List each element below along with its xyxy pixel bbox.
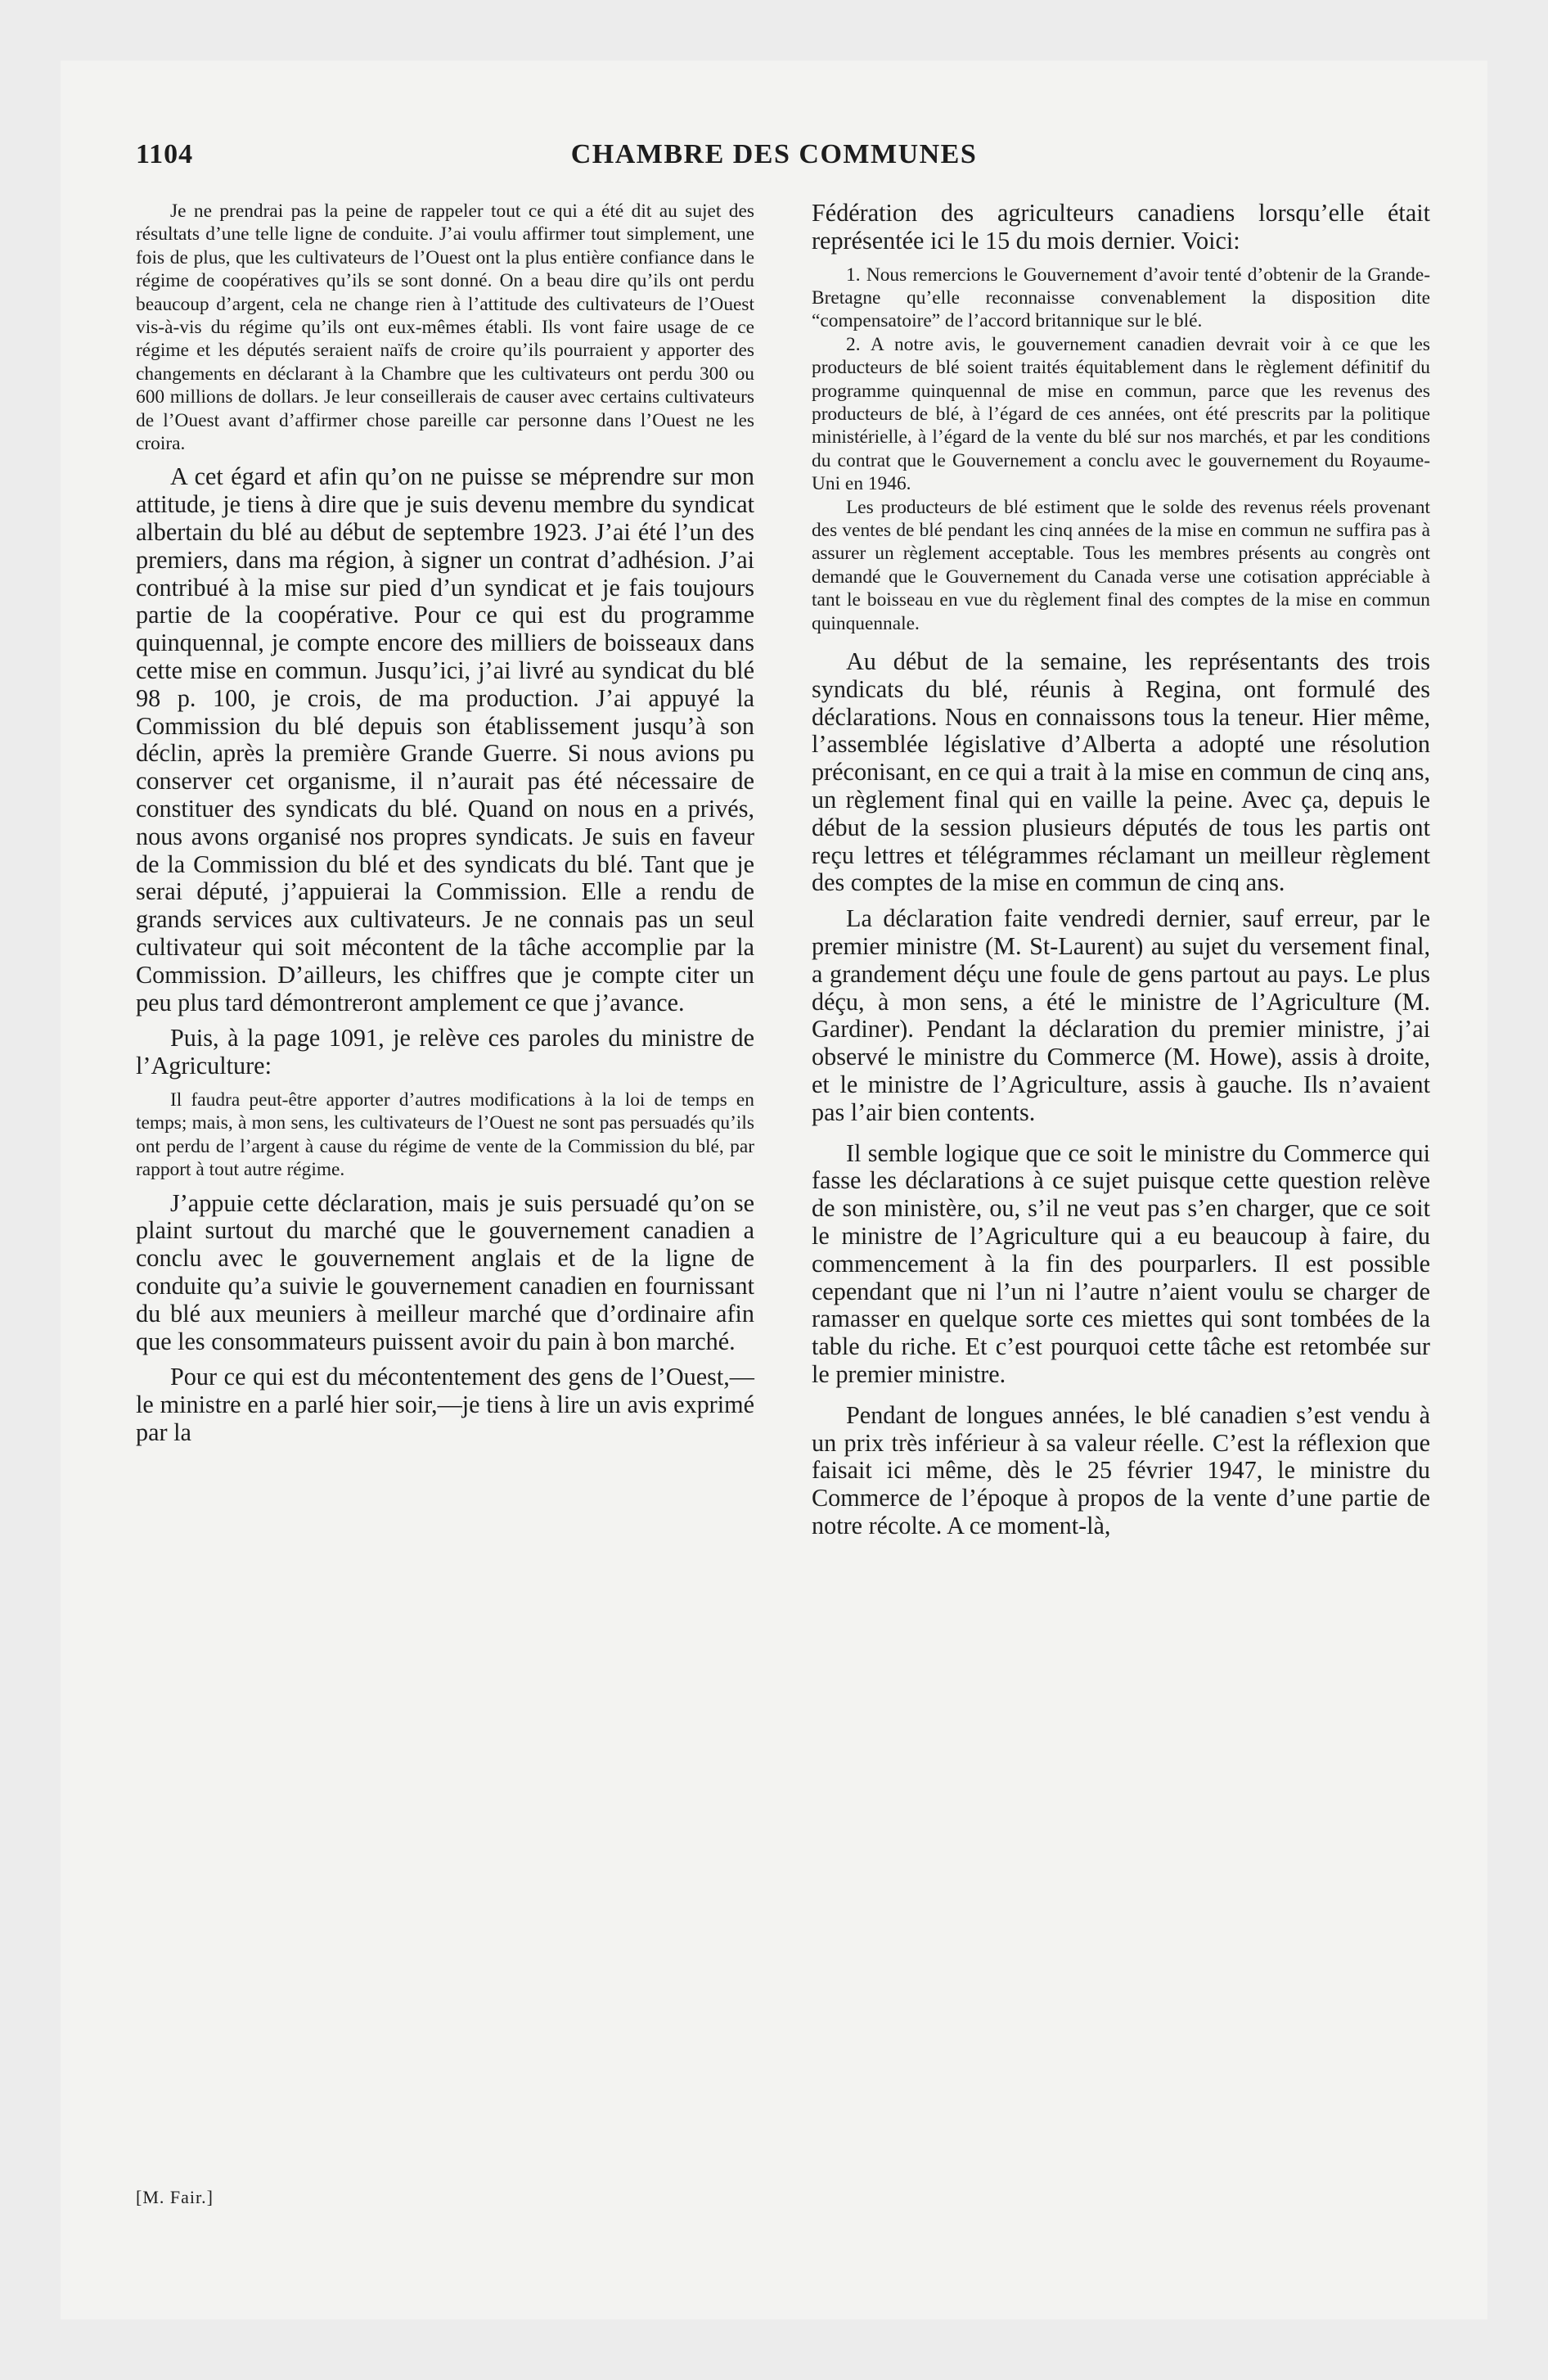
paragraph: Fédération des agriculteurs canadiens lorsqu’elle était représentée ici le 15 du mois dernier. Voici: — [812, 199, 1430, 255]
document-page — [61, 61, 1487, 2319]
block-quote: Il faudra peut-être apporter d’autres modifications à la loi de temps en temps; mais, à mon sens, les cultivateurs de l’Ouest ne sont pas persuadés qu’ils ont perdu de l’argent à cause du régime de vente de la Commission du blé, par rapport à tout autre régime. — [136, 1089, 754, 1181]
quoted-item: 2. A notre avis, le gouvernement canadien devrait voir à ce que les producteurs de blé soient traités équitablement dans le règlement définitif du programme quinquennal de mise en commun, parce que les revenus des producteurs de blé, à l’égard de ces années, ont été prescrits par la politique ministérielle, à l’égard de la vente du blé sur nos marchés, et par les conditions du contrat que le Gouvernement a conclu avec le gouvernement du Royaume-Uni en 1946. — [812, 333, 1430, 495]
paragraph: A cet égard et afin qu’on ne puisse se méprendre sur mon attitude, je tiens à dire que je suis devenu membre du syndicat albertain du blé au début de septembre 1923. J’ai été l’un des premiers, dans ma région, à signer un contrat d’adhésion. J’ai contribué à la mise sur pied d’un syndicat et je fais toujours partie de la coopérative. Pour ce qui est du programme quinquennal, je compte encore des milliers de boisseaux dans cette mise en commun. Jusqu’ici, j’ai livré au syndicat du blé 98 p. 100, je crois, de ma production. J’ai appuyé la Commission du blé depuis son établissement jusqu’à son déclin, après la première Grande Guerre. Si nous avions pu conserver cet organisme, il n’aurait pas été nécessaire de constituer des syndicats du blé. Quand on nous en a privés, nous avons organisé nos propres syndicats. Je suis en faveur de la Commission du blé et des syndicats du blé. Tant que je serai député, j’appuierai la Commission. Elle a rendu de grands services aux cultivateurs. Je ne connais pas un seul cultivateur qui soit mécontent de la tâche accomplie par la Commission. D’ailleurs, les chiffres que je compte citer un peu plus tard démontreront amplement ce que j’avance. — [136, 462, 754, 1016]
quoted-paragraph: Les producteurs de blé estiment que le solde des revenus réels provenant des ventes de blé pendant les cinq années de la mise en commun ne suffira pas à assurer un règlement acceptable. Tous les membres présents au congrès ont demandé que le Gouvernement du Canada verse une cotisation appréciable à tant le boisseau en vue du règlement final des comptes de la mise en commun quinquennale. — [812, 496, 1430, 634]
right-column — [812, 200, 1430, 1540]
page-header — [136, 139, 1412, 175]
paragraph: Il semble logique que ce soit le ministre du Commerce qui fasse les déclarations à ce sujet puisque cette question relève de son ministère, ou, s’il ne veut pas s’en charger, que ce soit le ministre de l’Agriculture qui a eu beaucoup à faire, du commencement à la fin des pourparlers. Il est possible cependant que ni l’un ni l’autre n’aient voulu se charger de ramasser en quelque sorte ces miettes qui sont tombées de la table du riche. Et c’est pourquoi cette tâche est retombée sur le premier ministre. — [812, 1138, 1430, 1389]
paragraph: Puis, à la page 1091, je relève ces paroles du ministre de l’Agriculture: — [136, 1024, 754, 1080]
paragraph: Je ne prendrai pas la peine de rappeler tout ce qui a été dit au sujet des résultats d’une telle ligne de conduite. J’ai voulu affirmer tout simplement, une fois de plus, que les cultivateurs de l’Ouest ont la plus entière confiance dans le régime de coopératives qu’ils se sont donné. On a beau dire qu’ils ont perdu beaucoup d’argent, cela ne change rien à l’attitude des cultivateurs de l’Ouest vis-à-vis du régime qu’ils ont eux-mêmes établi. Ils vont faire usage de ce régime et les députés seraient naïfs de croire qu’ils pourraient y apporter des changements en déclarant à la Chambre que les cultivateurs ont perdu 300 ou 600 millions de dollars. Je leur conseillerais de causer avec certains cultivateurs de l’Ouest avant d’affirmer chose pareille car personne dans l’Ouest ne les croira. — [136, 201, 754, 455]
paragraph: J’appuie cette déclaration, mais je suis persuadé qu’on se plaint surtout du marché que le gouvernement canadien a conclu avec le gouvernement anglais et de la ligne de conduite qu’a suivie le gouvernement canadien en fournissant du blé aux meuniers à meilleur marché que d’ordinaire afin que les consommateurs puissent avoir du pain à bon marché. — [136, 1188, 754, 1355]
speaker-note: [M. Fair.] — [136, 2187, 214, 2207]
left-column — [136, 200, 754, 1447]
quoted-item: 1. Nous remercions le Gouvernement d’avoir tenté d’obtenir de la Grande-Bretagne qu’elle reconnaisse convenablement la disposition dite “compensatoire” de l’accord britannique sur le blé. — [812, 264, 1430, 332]
page-title: CHAMBRE DES COMMUNES — [570, 139, 978, 169]
paragraph: Pendant de longues années, le blé canadien s’est vendu à un prix très inférieur à sa valeur réelle. C’est la réflexion que faisait ici même, dès le 25 février 1947, le ministre du Commerce de l’époque à propos de la vente d’une partie de notre récolte. A ce moment-là, — [812, 1400, 1430, 1539]
paragraph: Pour ce qui est du mécontentement des gens de l’Ouest,—le ministre en a parlé hier soir,—je tiens à lire un avis exprimé par la — [136, 1363, 754, 1446]
paragraph: La déclaration faite vendredi dernier, sauf erreur, par le premier ministre (M. St-Laurent) au sujet du versement final, a grandement déçu une foule de gens partout au pays. Le plus déçu, à mon sens, a été le ministre de l’Agriculture (M. Gardiner). Pendant la déclaration du premier ministre, j’ai observé le ministre du Commerce (M. Howe), assis à droite, et le ministre de l’Agriculture, assis à gauche. Ils n’avaient pas l’air bien contents. — [812, 904, 1430, 1126]
paragraph: Au début de la semaine, les représentants des trois syndicats du blé, réunis à Regina, ont formulé des déclarations. Nous en connaissons tous la teneur. Hier même, l’assemblée législative d’Alberta a adopté une résolution préconisant, en ce qui a trait à la mise en commun de cinq ans, un règlement final qui en vaille la peine. Avec ça, depuis le début de la session plusieurs députés de tous les partis ont reçu lettres et télégrammes réclamant un meilleur règlement des comptes de la mise en commun de cinq ans. — [812, 647, 1430, 897]
page-number: 1104 — [136, 139, 194, 169]
